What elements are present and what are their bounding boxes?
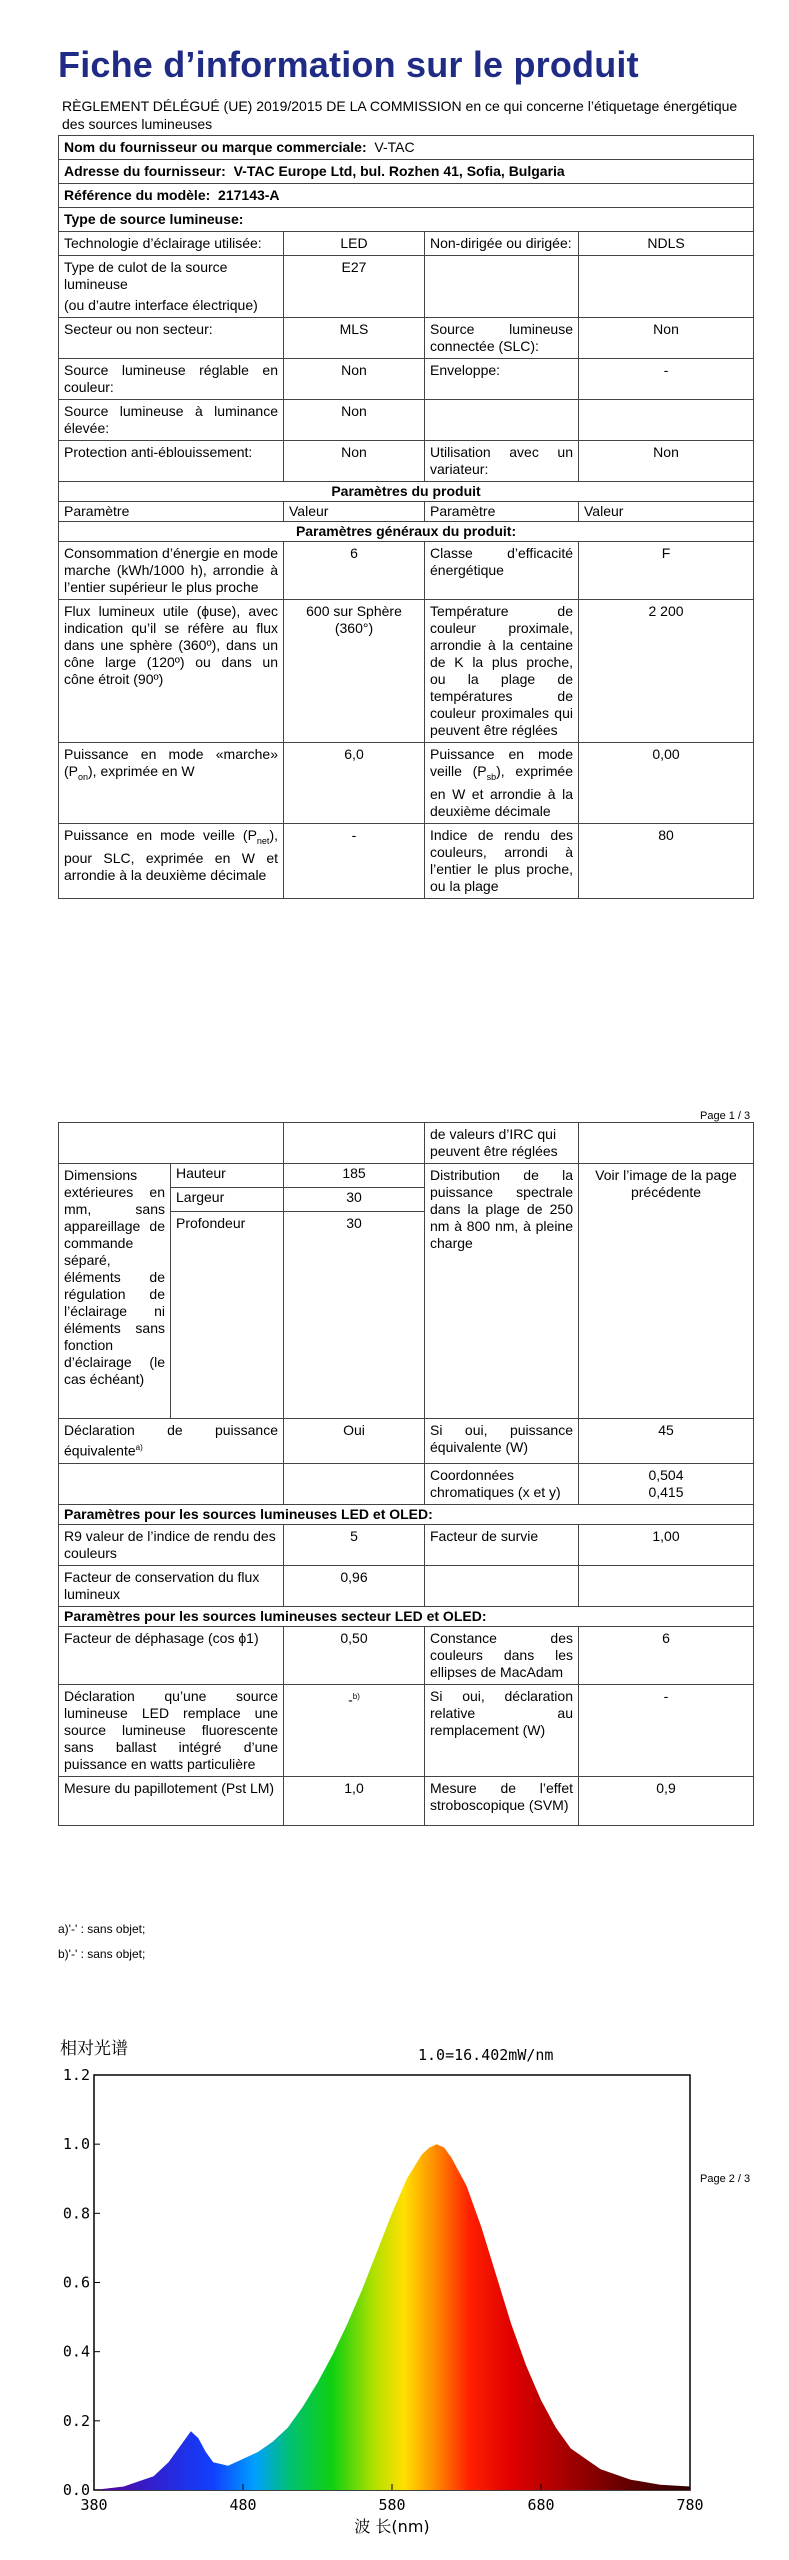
supplier-value: V-TAC xyxy=(374,139,415,155)
spectrum-area xyxy=(94,2144,690,2490)
table-row xyxy=(59,359,754,400)
x-tick-label: 380 xyxy=(80,2496,108,2514)
culot-label: Type de culot de la source lumineuse xyxy=(64,259,228,292)
table-row xyxy=(59,823,754,898)
table-row xyxy=(59,1684,754,1776)
net-label-b: ), pour SLC, exprimée en W et arrondie à la deuxième décimale xyxy=(64,826,278,883)
table-row xyxy=(59,1524,754,1565)
col-param-2: Paramètre xyxy=(425,502,579,522)
y-tick-label: 1.2 xyxy=(62,2066,90,2084)
model-row xyxy=(59,184,754,208)
conso-value: 6 xyxy=(284,542,425,600)
nondir-label: Non-dirigée ou dirigée: xyxy=(425,232,579,256)
strobo-label: Mesure de l’effet stroboscopique (SVM) xyxy=(425,1776,579,1825)
col-value-2: Valeur xyxy=(579,502,754,522)
net-label xyxy=(59,823,284,898)
veille-label-sub: sb xyxy=(486,771,497,782)
siequiv-label: Si oui, puissance équivalente (W) xyxy=(425,1419,579,1464)
x-tick-label: 580 xyxy=(378,2496,406,2514)
luminance-value: Non xyxy=(284,400,425,441)
table-row xyxy=(59,400,754,441)
puiss-label xyxy=(59,743,284,824)
eblouis-label: Protection anti-éblouissement: xyxy=(59,441,284,482)
equiv-sup: a) xyxy=(135,1443,143,1452)
siequiv-value: 45 xyxy=(579,1419,754,1464)
couleur-value: Non xyxy=(284,359,425,400)
table-row xyxy=(59,1123,754,1164)
model-value: 217143-A xyxy=(218,187,280,203)
address-value: V-TAC Europe Ltd, bul. Rozhen 41, Sofia, Bulgaria xyxy=(233,163,565,179)
footnote-a: a)'-' : sans objet; xyxy=(58,1922,146,1936)
params-header: Paramètres du produit xyxy=(59,482,754,502)
table-row xyxy=(59,1419,754,1464)
x-tick-label: 680 xyxy=(527,2496,555,2514)
equiv-label-text: Déclaration de puissance équivalente xyxy=(64,1422,278,1459)
tech-value: LED xyxy=(284,232,425,256)
params-header-row xyxy=(59,482,754,502)
veille-value: 0,00 xyxy=(579,743,754,824)
irc-value: 80 xyxy=(579,823,754,898)
hauteur-label: Hauteur xyxy=(171,1164,284,1188)
net-label-a: Puissance en mode veille (P xyxy=(64,826,257,843)
y-tick-label: 0.6 xyxy=(62,2273,90,2292)
address-row xyxy=(59,160,754,184)
general-header-row xyxy=(59,522,754,542)
y-tick-label: 0.4 xyxy=(62,2342,90,2361)
irc-label: Indice de rendu des couleurs, arrondi à l’entier le plus proche, ou la plage xyxy=(425,823,579,898)
classe-value: F xyxy=(579,542,754,600)
page-number-2: Page 2 / 3 xyxy=(700,2173,751,2185)
equiv-value: Oui xyxy=(284,1419,425,1464)
table-row xyxy=(59,256,754,318)
nondir-value: NDLS xyxy=(579,232,754,256)
dim-label: Dimensions extérieures en mm, sans appareillage de commande séparé, éléments de régulation de l’éclairage ni éléments sans fonction d’éclairage (le cas échéant) xyxy=(59,1164,171,1419)
conso-label: Consommation d’énergie en mode marche (kWh/1000 h), arrondie à l’entier supérieur le plus proche xyxy=(59,542,284,600)
fluo-value: - xyxy=(348,1691,353,1708)
y-tick-label: 1.0 xyxy=(62,2135,90,2154)
secteur-label: Secteur ou non secteur: xyxy=(59,318,284,359)
y-tick-label: 0.8 xyxy=(62,2204,90,2223)
supplier-label: Nom du fournisseur ou marque commerciale: xyxy=(64,139,367,155)
chart-title: 相对光谱 xyxy=(60,2039,128,2059)
type-header-row xyxy=(59,208,754,232)
address-label: Adresse du fournisseur: xyxy=(64,163,226,179)
enveloppe-value: - xyxy=(579,359,754,400)
irc-cont-label: de valeurs d’IRC qui peuvent être réglées xyxy=(425,1123,579,1164)
col-value-1: Valeur xyxy=(284,502,425,522)
secteur-header: Paramètres pour les sources lumineuses secteur LED et OLED: xyxy=(59,1606,754,1626)
coord-x: 0,504 xyxy=(648,1466,684,1483)
general-header: Paramètres généraux du produit: xyxy=(59,522,754,542)
siremp-label: Si oui, déclaration relative au remplacement (W) xyxy=(425,1684,579,1776)
coord-y: 0,415 xyxy=(648,1483,684,1500)
macadam-label: Constance des couleurs dans les ellipses de MacAdam xyxy=(425,1626,579,1684)
tech-label: Technologie d’éclairage utilisée: xyxy=(59,232,284,256)
dephas-label: Facteur de déphasage (cos ϕ1) xyxy=(59,1626,284,1684)
dimensions-row xyxy=(59,1164,754,1188)
classe-label: Classe d’efficacité énergétique xyxy=(425,542,579,600)
table-row xyxy=(59,441,754,482)
distrib-value: Voir l’image de la page précédente xyxy=(579,1164,754,1419)
variateur-value: Non xyxy=(579,441,754,482)
table-row xyxy=(59,743,754,824)
survie-label: Facteur de survie xyxy=(425,1524,579,1565)
puiss-label-a: Puissance en mode «marche» (P xyxy=(64,746,278,779)
eblouis-value: Non xyxy=(284,441,425,482)
x-axis-label: 波 长(nm) xyxy=(354,2517,430,2536)
model-label: Référence du modèle: xyxy=(64,187,211,203)
chart-annotation: 1.0=16.402mW/nm xyxy=(418,2046,554,2064)
flux-label: Flux lumineux utile (ɸuse), avec indication qu’il se réfère au flux dans une sphère (360º), dans un cône large (120º) ou dans un cône étroit (90º) xyxy=(59,600,284,743)
page-title: Fiche d’information sur le produit xyxy=(58,44,639,85)
variateur-label: Utilisation avec un variateur: xyxy=(425,441,579,482)
table-row xyxy=(59,1463,754,1504)
profondeur-label: Profondeur xyxy=(171,1212,284,1419)
led-header-row xyxy=(59,1504,754,1524)
siremp-value: - xyxy=(579,1684,754,1776)
y-tick-label: 0.0 xyxy=(62,2481,90,2499)
largeur-value: 30 xyxy=(284,1188,425,1212)
spectrum-chart-svg xyxy=(58,2030,758,2550)
strobo-value: 0,9 xyxy=(579,1776,754,1825)
papill-label: Mesure du papillotement (Pst LM) xyxy=(59,1776,284,1825)
footnote-b: b)'-' : sans objet; xyxy=(58,1947,146,1961)
enveloppe-label: Enveloppe: xyxy=(425,359,579,400)
luminance-label: Source lumineuse à luminance élevée: xyxy=(59,400,284,441)
type-header: Type de source lumineuse: xyxy=(59,208,754,232)
hauteur-value: 185 xyxy=(284,1164,425,1188)
regulation-text: RÈGLEMENT DÉLÉGUÉ (UE) 2019/2015 DE LA COMMISSION en ce qui concerne l’étiquetage énergétique des sources lumineuses xyxy=(62,98,738,132)
table-row xyxy=(59,542,754,600)
veille-label xyxy=(425,743,579,824)
equiv-label xyxy=(59,1419,284,1464)
net-value: - xyxy=(284,823,425,898)
distrib-label: Distribution de la puissance spectrale dans la plage de 250 nm à 800 nm, à pleine charge xyxy=(425,1164,579,1419)
conserv-value: 0,96 xyxy=(284,1565,425,1606)
culot-value: E27 xyxy=(284,256,425,318)
flux-value: 600 sur Sphère (360°) xyxy=(284,600,425,743)
table-row xyxy=(59,1626,754,1684)
puiss-label-sub: on xyxy=(78,771,89,782)
table-row xyxy=(59,1776,754,1825)
slc-value: Non xyxy=(579,318,754,359)
x-tick-label: 780 xyxy=(676,2496,704,2514)
survie-value: 1,00 xyxy=(579,1524,754,1565)
led-header: Paramètres pour les sources lumineuses LED et OLED: xyxy=(59,1504,754,1524)
r9-value: 5 xyxy=(284,1524,425,1565)
couleur-label: Source lumineuse réglable en couleur: xyxy=(59,359,284,400)
column-header-row xyxy=(59,502,754,522)
coord-label: Coordonnées chromatiques (x et y) xyxy=(425,1463,579,1504)
table-row xyxy=(59,232,754,256)
dephas-value: 0,50 xyxy=(284,1626,425,1684)
r9-label: R9 valeur de l’indice de rendu des couleurs xyxy=(59,1524,284,1565)
net-label-sub: net xyxy=(256,835,270,846)
papill-value: 1,0 xyxy=(284,1776,425,1825)
y-tick-label: 0.2 xyxy=(62,2411,90,2430)
chart-plot-area xyxy=(60,2039,704,2536)
profondeur-value: 30 xyxy=(284,1212,425,1419)
culot-label-2: (ou d’autre interface électrique) xyxy=(64,297,258,313)
supplier-row xyxy=(59,136,754,160)
slc-label: Source lumineuse connectée (SLC): xyxy=(425,318,579,359)
table-row xyxy=(59,600,754,743)
temp-label: Température de couleur proximale, arrondie à la centaine de K la plus proche, ou la plage de températures de couleur proximales qui peuvent être réglées xyxy=(425,600,579,743)
product-sheet-table-page2 xyxy=(58,1122,754,1826)
table-row xyxy=(59,1565,754,1606)
conserv-label: Facteur de conservation du flux lumineux xyxy=(59,1565,284,1606)
temp-value: 2 200 xyxy=(579,600,754,743)
col-param-1: Paramètre xyxy=(59,502,284,522)
puiss-label-b: ), exprimée en W xyxy=(88,763,195,779)
spectrum-chart xyxy=(58,2030,758,2550)
macadam-value: 6 xyxy=(579,1626,754,1684)
secteur-header-row xyxy=(59,1606,754,1626)
fluo-sup: b) xyxy=(352,1691,360,1701)
veille-label-b: ), exprimée en W et arrondie à la deuxième décimale xyxy=(430,763,573,819)
veille-label-a: Puissance en mode veille (P xyxy=(430,746,573,779)
fluo-label: Déclaration qu’une source lumineuse LED remplace une source lumineuse fluorescente sans ballast intégré d’une puissance en watts particulière xyxy=(59,1684,284,1776)
puiss-value: 6,0 xyxy=(284,743,425,824)
table-row xyxy=(59,318,754,359)
largeur-label: Largeur xyxy=(171,1188,284,1212)
secteur-value: MLS xyxy=(284,318,425,359)
page-number-1: Page 1 / 3 xyxy=(700,1110,751,1122)
product-sheet-table-page1 xyxy=(58,135,754,899)
x-tick-label: 480 xyxy=(229,2496,257,2514)
